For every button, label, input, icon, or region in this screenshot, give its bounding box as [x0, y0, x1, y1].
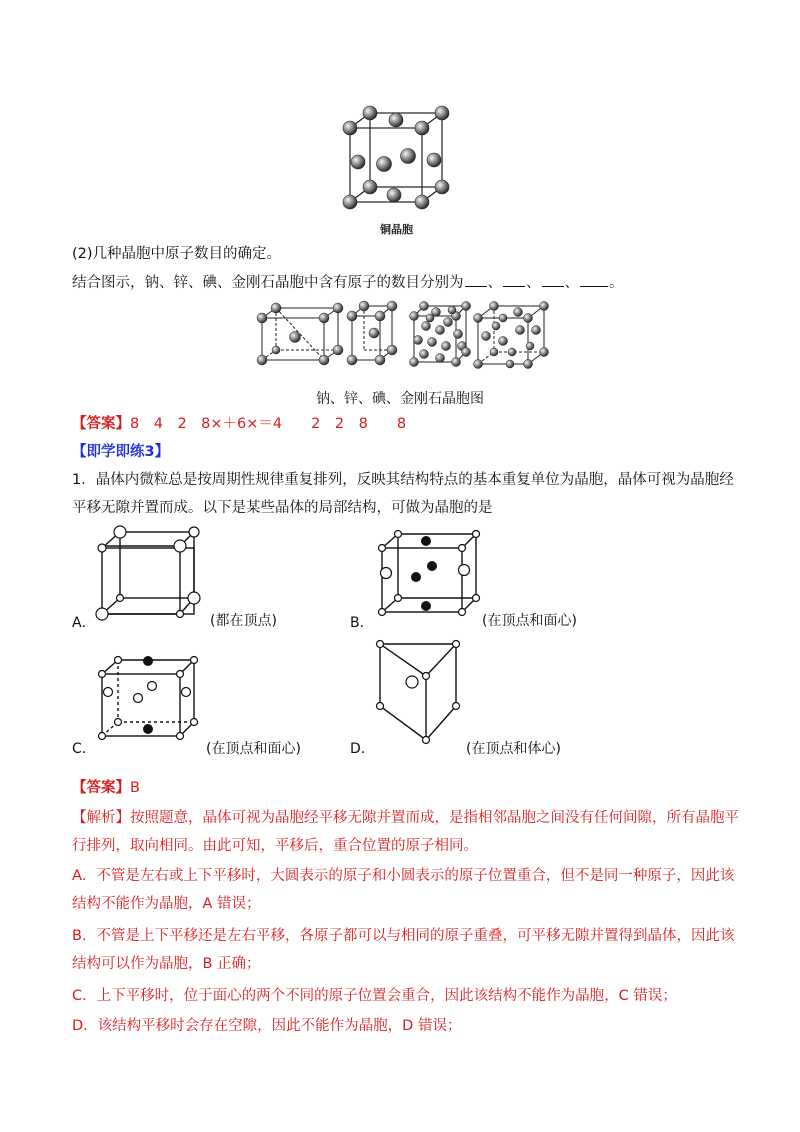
practice-answer: [72, 778, 140, 798]
option-b-note: (在顶点和面心): [482, 613, 577, 629]
four-cells-caption: 钠、锌、碘、金刚石晶胞图: [316, 391, 484, 407]
analysis-line-6: 结构可以作为晶胞，B 正确；: [72, 956, 261, 972]
answer-label: 【答案】: [72, 416, 130, 432]
analysis-line-7: C．上下平移时，位于面心的两个不同的原子位置会重合，因此该结构不能作为晶胞，C 错误；: [72, 988, 677, 1004]
practice-title: 【即学即练3】: [72, 444, 170, 460]
analysis-line-8: D．该结构平移时会存在空隙，因此不能作为晶胞，D 错误；: [72, 1018, 462, 1034]
option-a-note: (都在顶点): [210, 613, 277, 629]
answer-text: 8 4 2 8×＋6×＝4 2 2 8 8: [130, 416, 407, 432]
practice-q1-line1: 1．晶体内微粒总是按周期性规律重复排列，反映其结构特点的基本重复单位为晶胞，晶体可视为晶胞经: [72, 472, 734, 488]
option-b-letter: B．: [350, 615, 374, 631]
option-d-letter: D．: [350, 741, 375, 757]
analysis-line-1: [72, 808, 739, 828]
question-2-heading: (2)几种晶胞中原子数目的确定。: [72, 246, 282, 262]
analysis-line-5: B．不管是上下平移还是左右平移，各原子都可以与相同的原子重叠，可平移无隙并置得到晶体，因此该: [72, 928, 735, 944]
option-c-letter: C．: [72, 741, 96, 757]
blank-separator: 。: [609, 275, 624, 291]
copper-caption: 铜晶胞: [380, 223, 413, 236]
analysis-text: 按照题意，晶体可视为晶胞经平移无隙并置而成，是指相邻晶胞之间没有任何间隙，所有晶胞平: [130, 810, 739, 826]
question-2-stem-text: 结合图示，钠、锌、碘、金刚石晶胞中含有原子的数目分别为: [72, 275, 464, 291]
blank-separator: 、: [564, 275, 579, 291]
answer-label: 【答案】: [72, 780, 130, 796]
analysis-line-3: A．不管是左右或上下平移时，大圆表示的原子和小圆表示的原子位置重合，但不是同一种原子，因此该: [72, 868, 735, 884]
analysis-label: 【解析】: [72, 810, 130, 826]
analysis-line-2: 行排列，取向相同。由此可知，平移后，重合位置的原子相同。: [72, 838, 478, 854]
analysis-line-4: 结构不能作为晶胞，A 错误；: [72, 896, 261, 912]
option-d-note: (在顶点和体心): [466, 741, 561, 757]
answer-value: B: [130, 780, 140, 796]
blank-separator: 、: [526, 275, 541, 291]
option-a-letter: A．: [72, 615, 96, 631]
option-c-note: (在顶点和面心): [206, 741, 301, 757]
blank-separator: 、: [487, 275, 502, 291]
practice-q1-line2: 平移无隙并置而成。以下是某些晶体的局部结构，可做为晶胞的是: [72, 500, 493, 516]
